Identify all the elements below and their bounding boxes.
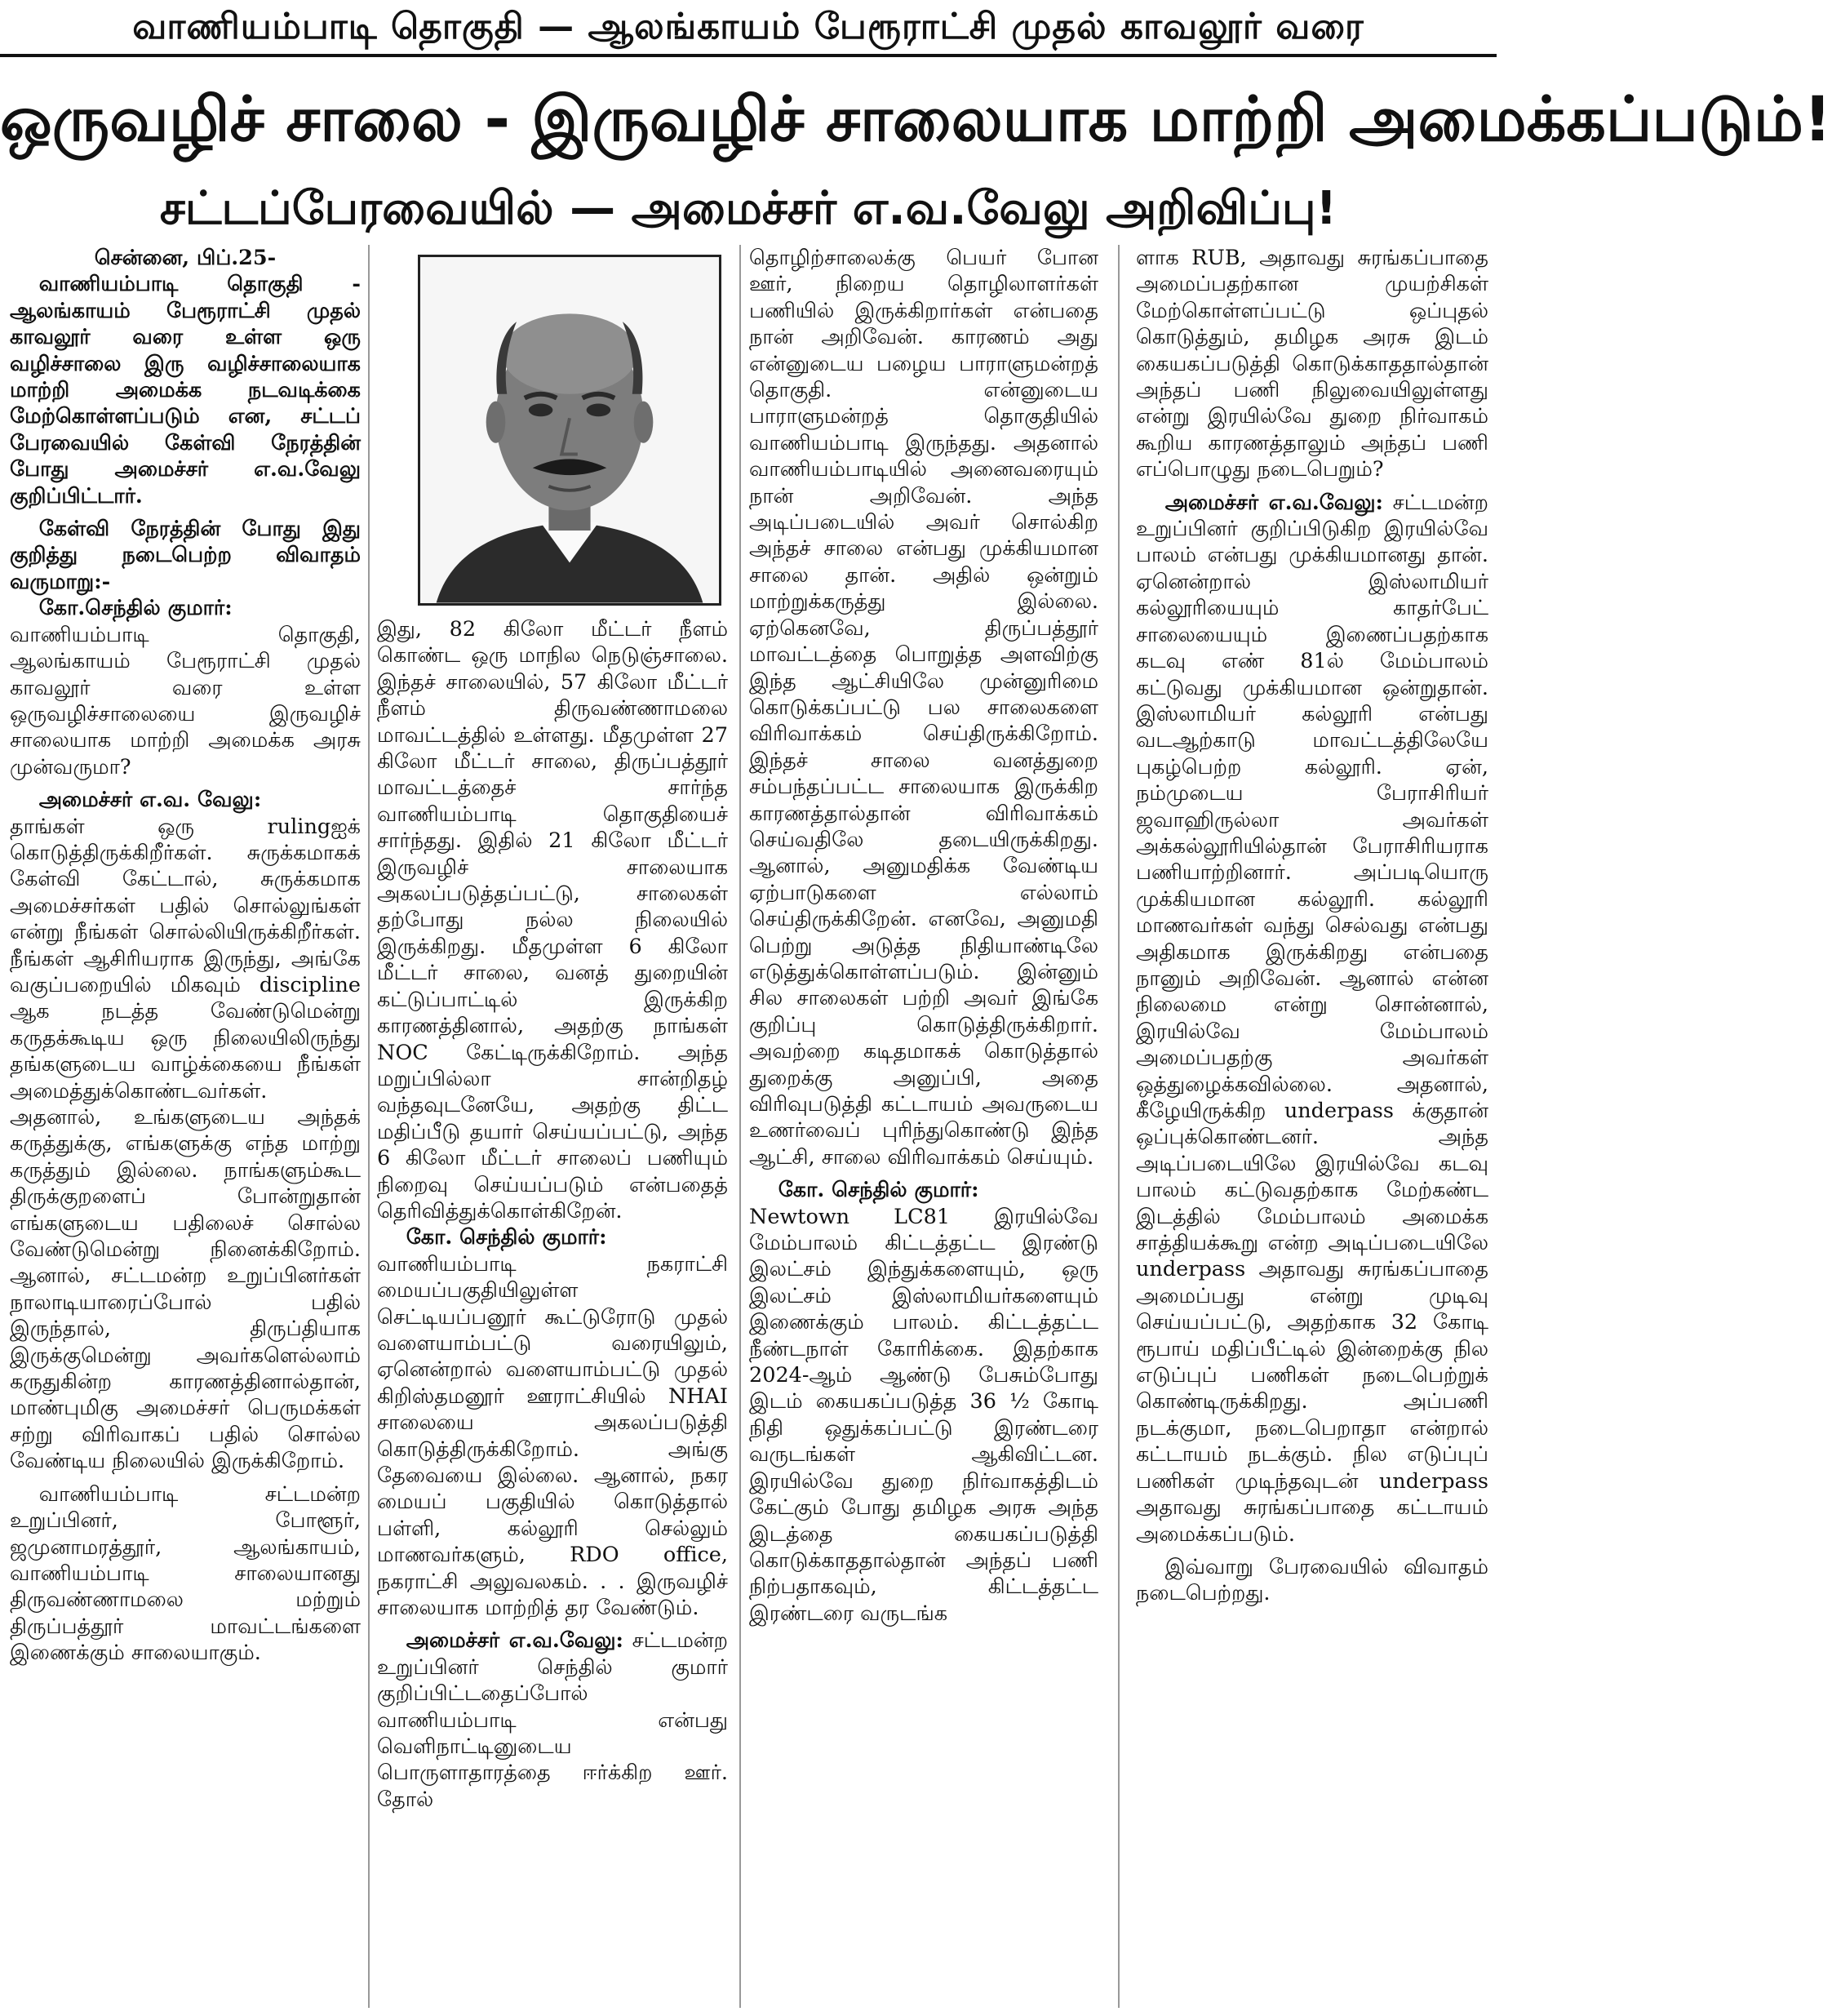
minister-portrait-photo — [418, 255, 721, 606]
dateline: சென்னை, பிப்.25- — [94, 246, 277, 270]
body-paragraph — [377, 1627, 728, 1813]
intro-paragraph: கேள்வி நேரத்தின் போது இது குறித்து நடைபெற்ற விவாதம் வருமாறு:- — [10, 517, 361, 594]
body-paragraph: இது, 82 கிலோ மீட்டர் நீளம் கொண்ட ஒரு மாநில நெடுஞ்சாலை. இந்தச் சாலையில், 57 கிலோ மீட்டர் நீளம் திருவண்ணாமலை மாவட்டத்தில் உள்ளது. மீதமுள்ள 27 கிலோ மீட்டர் சாலை, திருப்பத்தூர் மாவட்டத்தைச் சார்ந்த வாணியம்பாடி தொகுதியைச் சார்ந்தது. இதில் 21 கிலோ மீட்டர் இருவழிச் சாலையாக அகலப்படுத்தப்பட்டு, சாலைகள் தற்போது நல்ல நிலையில் இருக்கிறது. மீதமுள்ள 6 கிலோ மீட்டர் சாலை, வனத் துறையின் கட்டுப்பாட்டில் இருக்கிற காரணத்தினால், அதற்கு நாங்கள் NOC கேட்டிருக்கிறோம். அந்த மறுப்பில்லா சான்றிதழ் வந்தவுடனேயே, அதற்கு திட்ட மதிப்பீடு தயார் செய்யப்பட்டு, அந்த 6 கிலோ மீட்டர் சாலைப் பணியும் நிறைவு செய்யப்படும் என்பதைத் தெரிவித்துக்கொள்கிறேன். — [377, 617, 728, 1223]
body-paragraph: வாணியம்பாடி சட்டமன்ற உறுப்பினர், போளூர், ஜமுனாமரத்தூர், ஆலங்காயம், வாணியம்பாடி சாலையானது திருவண்ணாமலை மற்றும் திருப்பத்தூர் மாவட்டங்களை இணைக்கும் சாலையாகும். — [10, 1481, 361, 1666]
headline: ஒருவழிச் சாலை - இருவழிச் சாலையாக மாற்றி அமைக்கப்படும்! — [0, 82, 1832, 155]
body-paragraph: ளாக RUB, அதாவது சுரங்கப்பாதை அமைப்பதற்கான முயற்சிகள் மேற்கொள்ளப்பட்டு ஒப்புதல் கொடுத்தும், தமிழக அரசு இடம் கையகப்படுத்தி கொடுக்காததால்தான் அந்தப் பணி நிலுவையிலுள்ளது என்று இரயில்வே துறை நிர்வாகம் கூறிய காரணத்தாலும் அந்தப் பணி எப்பொழுது நடைபெறும்? — [1136, 246, 1488, 482]
column-rule — [739, 245, 741, 2008]
body-paragraph: Newtown LC81 இரயில்வே மேம்பாலம் கிட்டத்தட்ட இரண்டு இலட்சம் இந்துக்களையும், ஒரு இலட்சம் இஸ்லாமியர்களையும் இணைக்கும் பாலம். கிட்டத்தட்ட நீண்டநாள் கோரிக்கை. இதற்காக 2024-ஆம் ஆண்டு பேசும்போது இடம் கையகப்படுத்த 36 ½ கோடி நிதி ஒதுக்கப்பட்டு இரண்டரை வருடங்கள் ஆகிவிட்டன. இரயில்வே துறை நிர்வாகத்திடம் கேட்கும் போது தமிழக அரசு அந்த இடத்தை கையகப்படுத்தி கொடுக்காததால்தான் அந்தப் பணி நிற்பதாகவும், கிட்டத்தட்ட இரண்டரை வருடங்க — [749, 1204, 1098, 1626]
body-paragraph — [1136, 490, 1488, 1548]
lead-paragraph: வாணியம்பாடி தொகுதி - ஆலங்காயம் பேரூராட்சி முதல் காவலூர் வரை உள்ள ஒரு வழிச்சாலை இரு வழிச்சாலையாக மாற்றி அமைக்க நடவடிக்கை மேற்கொள்ளப்படும் என, சட்டப் பேரவையில் கேள்வி நேரத்தின் போது அமைச்சர் எ.வ.வேலு குறிப்பிட்டார். — [10, 272, 361, 508]
column-3 — [749, 245, 1098, 2012]
speaker-label: அமைச்சர் எ.வ.வேலு: — [406, 1628, 623, 1654]
closing-paragraph: இவ்வாறு பேரவையில் விவாதம் நடைபெற்றது. — [1136, 1554, 1488, 1606]
column-rule — [1118, 245, 1120, 2008]
column-rule — [368, 245, 370, 2008]
body-paragraph: வாணியம்பாடி நகராட்சி மையப்பகுதியிலுள்ள செட்டியப்பனூர் கூட்டுரோடு முதல் வளையாம்பட்டு வரையிலும், ஏனென்றால் வளையாம்பட்டு முதல் கிறிஸ்தமனூர் ஊராட்சியில் NHAI சாலையை அகலப்படுத்தி கொடுத்திருக்கிறோம். அங்கு தேவையை இல்லை. ஆனால், நகர மையப் பகுதியில் கொடுத்தால் பள்ளி, கல்லூரி செல்லும் மாணவர்களும், RDO office, நகராட்சி அலுவலகம். . . இருவழிச் சாலையாக மாற்றித் தர வேண்டும். — [377, 1251, 728, 1621]
speaker-label: கோ. செந்தில் குமார்: — [406, 1225, 607, 1250]
speaker-label: அமைச்சர் எ.வ. வேலு: — [38, 788, 262, 813]
body-text: சட்டமன்ற உறுப்பினர் செந்தில் குமார் குறிப்பிட்டதைப்போல் வாணியம்பாடி என்பது வெளிநாட்டினுடைய பொருளாதாரத்தை ஈர்க்கிற ஊர். தோல் — [377, 1628, 728, 1812]
column-1 — [10, 245, 361, 2012]
speaker-label: கோ.செந்தில் குமார்: — [38, 596, 233, 621]
body-paragraph: தாங்கள் ஒரு rulingஐக் கொடுத்திருக்கிறீர்கள். சுருக்கமாகக் கேள்வி கேட்டால், சுருக்கமாக அமைச்சர்கள் பதில் சொல்லுங்கள் என்று நீங்கள் சொல்லியிருக்கிறீர்கள். நீங்கள் ஆசிரியராக இருந்து, அங்கே வகுப்பறையில் மிகவும் discipline ஆக நடத்த வேண்டுமென்று கருதக்கூடிய ஒரு நிலையிலிருந்து தங்களுடைய வாழ்க்கையை நீங்கள் அமைத்துக்கொண்டவர்கள். அதனால், உங்களுடைய அந்தக் கருத்துக்கு, எங்களுக்கு எந்த மாற்று கருத்தும் இல்லை. நாங்களும்கூட திருக்குறளைப் போன்றுதான் எங்களுடைய பதிலைச் சொல்ல வேண்டுமென்று நினைக்கிறோம். ஆனால், சட்டமன்ற உறுப்பினர்கள் நாலாடியாரைப்போல் பதில் இருந்தால், திருப்தியாக இருக்குமென்று அவர்களெல்லாம் கருதுகின்ற காரணத்தினால்தான், மாண்புமிகு அமைச்சர் பெருமக்கள் சற்று விரிவாகப் பதில் சொல்ல வேண்டிய நிலையில் இருக்கிறோம். — [10, 814, 361, 1474]
portrait-illustration — [420, 257, 719, 603]
column-4 — [1136, 245, 1488, 2012]
speaker-label: கோ. செந்தில் குமார்: — [778, 1178, 979, 1203]
body-text: சட்டமன்ற உறுப்பினர் குறிப்பிடுகிற இரயில்வே பாலம் என்பது முக்கியமானது தான். ஏனென்றால் இஸ்லாமியர் கல்லூரியையும் காதர்பேட் சாலையையும் இணைப்பதற்காக கடவு எண் 81ல் மேம்பாலம் கட்டுவது முக்கியமான ஒன்றுதான். இஸ்லாமியர் கல்லூரி என்பது வடஆற்காடு மாவட்டத்திலேயே புகழ்பெற்ற கல்லூரி. ஏன், நம்முடைய பேராசிரியர் ஜவாஹிருல்லா அவர்கள் அக்கல்லூரியில்தான் பேராசிரியராக பணியாற்றினார். அப்படியொரு முக்கியமான கல்லூரி. கல்லூரி மாணவர்கள் வந்து செல்வது என்பது அதிகமாக இருக்கிறது என்பதை நானும் அறிவேன். ஆனால் என்ன நிலைமை என்று சொன்னால், இரயில்வே மேம்பாலம் அமைப்பதற்கு அவர்கள் ஒத்துழைக்கவில்லை. அதனால், கீழேயிருக்கிற underpass க்குதான் ஒப்புக்கொண்டனர். அந்த அடிப்படையிலே இரயில்வே கடவு பாலம் கட்டுவதற்காக மேற்கண்ட இடத்தில் மேம்பாலம் அமைக்க சாத்தியக்கூறு என்ற அடிப்படையிலே underpass அதாவது சுரங்கப்பாதை அமைப்பது என்று முடிவு செய்யப்பட்டு, அதற்காக 32 கோடி ரூபாய் மதிப்பீட்டில் இன்றைக்கு நில எடுப்புப் பணிகள் நடைபெற்றுக் கொண்டிருக்கிறது. அப்பணி நடக்குமா, நடைபெறாதா என்றால் கட்டாயம் நடக்கும். நில எடுப்புப் பணிகள் முடிந்தவுடன் underpass அதாவது சுரங்கப்பாதை கட்டாயம் அமைக்கப்படும். — [1136, 490, 1488, 1547]
speaker-label: அமைச்சர் எ.வ.வேலு: — [1164, 490, 1383, 515]
body-paragraph: வாணியம்பாடி தொகுதி, ஆலங்காயம் பேரூராட்சி முதல் காவலூர் வரை உள்ள ஒருவழிச்சாலையை இருவழிச் சாலையாக மாற்றி அமைக்க அரசு முன்வருமா? — [10, 622, 361, 779]
body-paragraph: தொழிற்சாலைக்கு பெயர் போன ஊர், நிறைய தொழிலாளர்கள் பணியில் இருக்கிறார்கள் என்பதை நான் அறிவேன். காரணம் அது என்னுடைய பழைய பாராளுமன்றத் தொகுதி. என்னுடைய பாராளுமன்றத் தொகுதியில் வாணியம்பாடி இருந்தது. அதனால் வாணியம்பாடியில் அனைவரையும் நான் அறிவேன். அந்த அடிப்படையில் அவர் சொல்கிற அந்தச் சாலை என்பது முக்கியமான சாலை தான். அதில் ஒன்றும் மாற்றுக்கருத்து இல்லை. ஏற்கெனவே, திருப்பத்தூர் மாவட்டத்தை பொறுத்த அளவிற்கு இந்த ஆட்சியிலே முன்னுரிமை கொடுக்கப்பட்டு பல சாலைகளை விரிவாக்கம் செய்திருக்கிறோம். இந்தச் சாலை வனத்துறை சம்பந்தப்பட்ட சாலையாக இருக்கிற காரணத்தால்தான் விரிவாக்கம் செய்வதிலே தடையிருக்கிறது. ஆனால், அனுமதிக்க வேண்டிய ஏற்பாடுகளை எல்லாம் செய்திருக்கிறேன். எனவே, அனுமதி பெற்று அடுத்த நிதியாண்டிலே எடுத்துக்கொள்ளப்படும். இன்னும் சில சாலைகள் பற்றி அவர் இங்கே குறிப்பு கொடுத்திருக்கிறார். அவற்றை கடிதமாகக் கொடுத்தால் துறைக்கு அனுப்பி, அதை விரிவுபடுத்தி கட்டாயம் அவருடைய உணர்வைப் புரிந்துகொண்டு இந்த ஆட்சி, சாலை விரிவாக்கம் செய்யும். — [749, 246, 1098, 1170]
subheadline: சட்டப்பேரவையில் — அமைச்சர் எ.வ.வேலு அறிவிப்பு! — [159, 182, 1337, 235]
kicker-line: வாணியம்பாடி தொகுதி — ஆலங்காயம் பேரூராட்சி முதல் காவலூர் வரை — [0, 0, 1497, 57]
